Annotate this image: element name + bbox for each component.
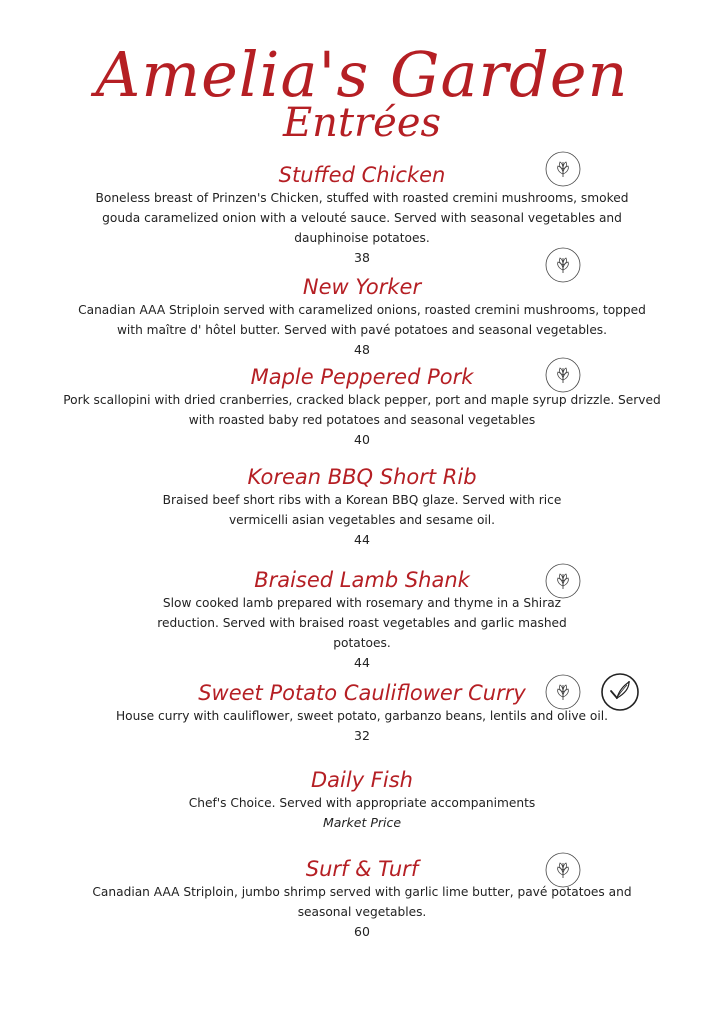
gluten-free-icon <box>544 246 582 284</box>
vegan-icon <box>600 672 638 710</box>
item-description: Pork scallopini with dried cranberries, cracked black pepper, port and maple syrup drizzle. Served with roasted baby red potatoes and seasonal vegetables <box>63 393 661 427</box>
item-price: 44 <box>354 532 370 547</box>
section-title: Entrées <box>282 100 442 146</box>
item-description: Canadian AAA Striploin, jumbo shrimp served with garlic lime butter, pavé potatoes and seasonal vegetables. <box>92 885 632 919</box>
item-name: Braised Lamb Shank <box>254 568 470 592</box>
gluten-free-icon <box>544 673 582 711</box>
item-name: Korean BBQ Short Rib <box>247 465 477 489</box>
menu-item <box>0 364 724 450</box>
item-description: House curry with cauliflower, sweet potato, garbanzo beans, lentils and olive oil. <box>115 709 609 723</box>
item-price: 38 <box>354 250 370 265</box>
item-price: 48 <box>354 342 370 357</box>
item-description: Slow cooked lamb prepared with rosemary and thyme in a Shiraz reduction. Served with braised roast vegetables and garlic mashed potatoes. <box>157 596 567 650</box>
item-price: Market Price <box>322 815 402 830</box>
menu-item <box>0 162 724 268</box>
item-name: Daily Fish <box>311 768 413 792</box>
item-price: 44 <box>354 655 370 670</box>
gluten-free-icon <box>544 851 582 889</box>
item-description: Braised beef short ribs with a Korean BBQ glaze. Served with rice vermicelli asian vegetables and sesame oil. <box>162 493 562 527</box>
item-name: Maple Peppered Pork <box>250 365 474 389</box>
gluten-free-icon <box>544 150 582 188</box>
item-price: 32 <box>354 728 370 743</box>
restaurant-title: Amelia's Garden <box>95 38 629 111</box>
item-price: 40 <box>354 432 370 447</box>
item-description: Canadian AAA Striploin served with caramelized onions, roasted cremini mushrooms, topped with maître d' hôtel butter. Served with pavé potatoes and seasonal vegetables. <box>78 303 646 337</box>
gluten-free-icon <box>544 562 582 600</box>
gluten-free-icon <box>544 356 582 394</box>
item-description: Chef's Choice. Served with appropriate accompaniments <box>188 796 536 810</box>
menu-item <box>0 856 724 942</box>
menu-item <box>0 567 724 673</box>
item-name: Surf & Turf <box>305 857 419 881</box>
menu-item <box>0 274 724 360</box>
menu-item <box>0 464 724 550</box>
item-name: New Yorker <box>302 275 422 299</box>
item-name: Sweet Potato Cauliflower Curry <box>198 681 526 705</box>
menu-item <box>0 767 724 833</box>
item-description: Boneless breast of Prinzen's Chicken, stuffed with roasted cremini mushrooms, smoked gouda caramelized onion with a velouté sauce. Served with seasonal vegetables and dauphinoise potatoes. <box>95 191 629 245</box>
item-price: 60 <box>354 924 370 939</box>
item-name: Stuffed Chicken <box>278 163 446 187</box>
